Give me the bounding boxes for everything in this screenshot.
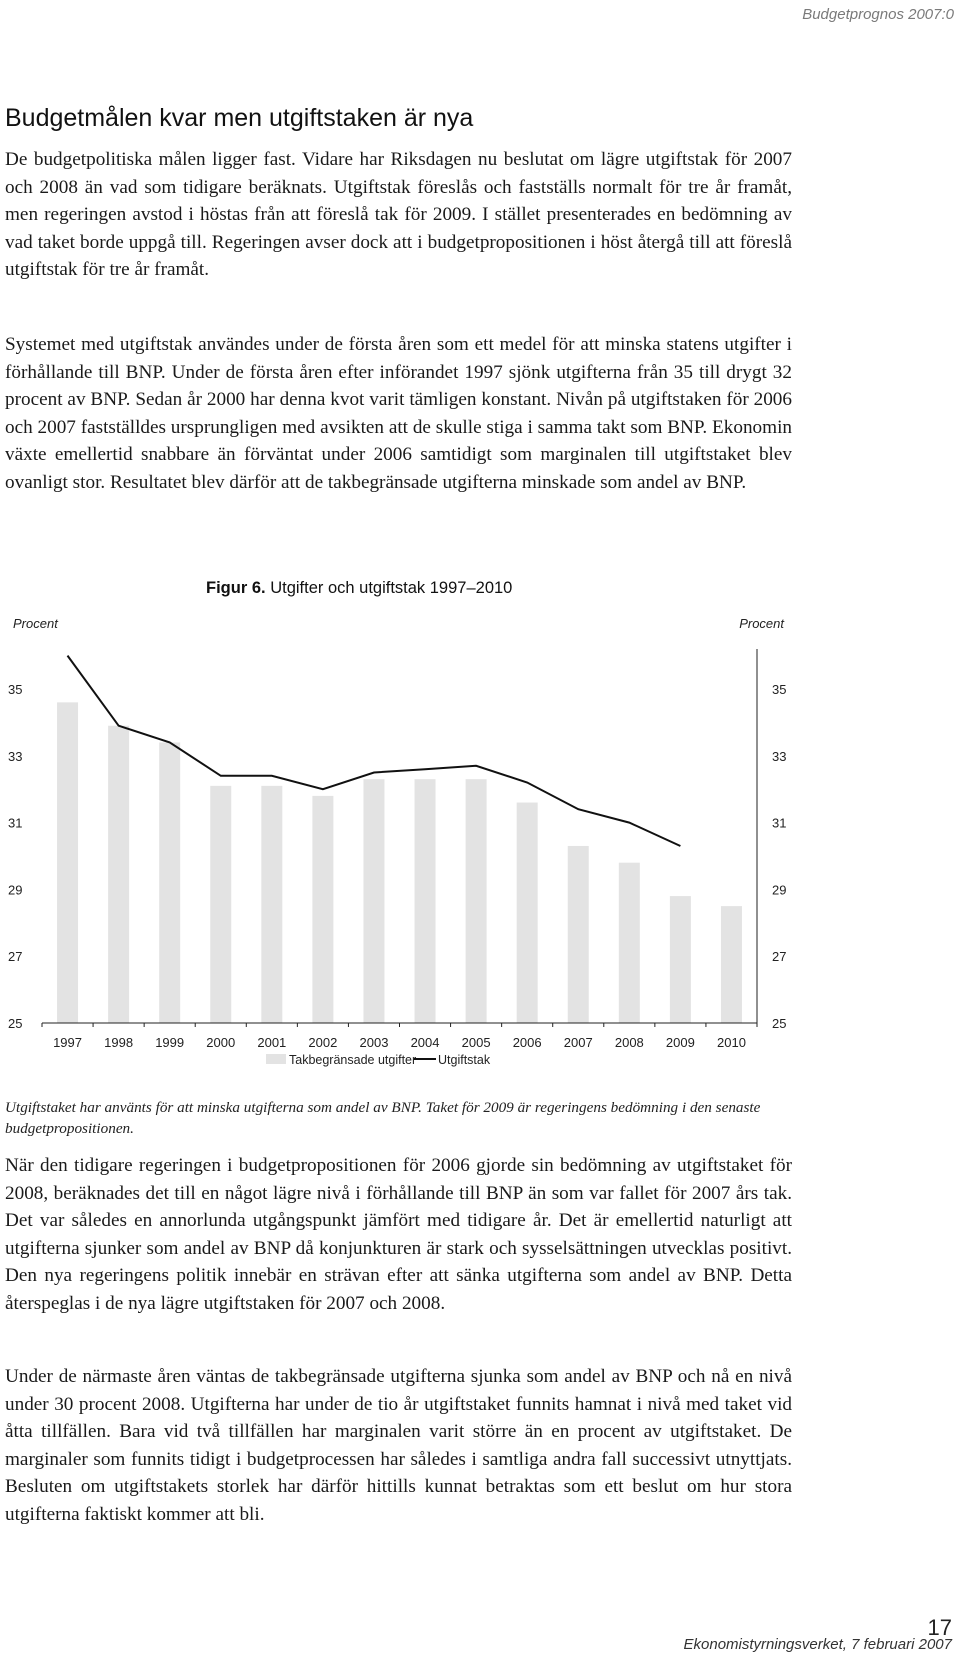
bar-takbegransade-2003 [363,779,384,1023]
figure-label: Figur 6. [206,579,266,597]
x-tick-label: 2005 [461,1035,491,1050]
paragraph-budget-goals: De budgetpolitiska målen ligger fast. Vidare har Riksdagen nu beslutat om lägre utgiftstak för 2007 och 2008 än vad som tidigare beräknats. Utgiftstak föreslås och fastställs normalt för tre år framåt, men regeringen avstod i höstas från att föreslå tak för 2009. I stället presenterades en bedömning av vad taket borde uppgå till. Regeringen avser dock att i budgetpropositionen i höst återgå till att föreslå utgiftstak för tre år framåt. [5,149,792,280]
x-tick-label: 2003 [359,1035,389,1050]
page-number: 17 [927,1615,952,1640]
x-tick-label: 2004 [410,1035,440,1050]
y-tick-left: 25 [8,1016,23,1031]
bar-takbegransade-2002 [312,796,333,1023]
y-tick-left: 29 [8,882,23,898]
x-tick-label: 2002 [308,1035,338,1050]
y-tick-right: 31 [772,815,787,831]
y-tick-right: 29 [772,882,787,898]
running-header: Budgetprognos 2007:0 [802,6,954,23]
x-tick-label: 2006 [512,1035,542,1050]
y-tick-left: 33 [8,748,23,764]
bar-takbegransade-2008 [619,863,640,1023]
x-tick-label: 2007 [563,1035,593,1050]
y-tick-left: 27 [8,949,23,965]
y-tick-right: 35 [772,682,787,697]
y-tick-left: 31 [8,815,23,831]
x-tick-label: 2000 [206,1035,236,1050]
bar-takbegransade-1997 [57,702,78,1023]
x-tick-label: 2010 [717,1035,746,1050]
bar-takbegransade-2007 [568,846,589,1023]
x-tick-label: 1998 [104,1035,134,1050]
legend-label-bars: Takbegränsade utgifter [289,1053,417,1067]
paragraph-previous-government: När den tidigare regeringen i budgetpropositionen för 2006 gjorde sin bedömning av utgiftstaket för 2008, beräknades det till en något lägre nivå i förhållande till BNP än som var fallet för 2007 års tak. Det var således en annorlunda utgångspunkt jämfört med tidigare år. Det är emellertid naturligt att utgifterna sjunker som andel av BNP då konjunkturen är stark och sysselsättningen utvecklas positivt. Den nya regeringens politik innebär en strävan efter att sänka utgifterna som andel av BNP. Detta återspeglas i de nya lägre utgiftstaken för 2007 och 2008. [5,1155,792,1314]
x-tick-label: 2001 [257,1035,287,1050]
bar-takbegransade-2000 [210,786,231,1023]
y-tick-left: 35 [8,682,23,697]
x-tick-label: 2009 [665,1035,695,1050]
bar-takbegransade-2005 [466,779,487,1023]
legend-label-line: Utgiftstak [438,1053,491,1067]
bar-takbegransade-2001 [261,786,282,1023]
x-tick-label: 2008 [614,1035,644,1050]
y-axis-label-left: Procent [13,616,58,631]
figure-6 [0,575,800,1090]
figure-caption: Utgiftstaket har använts för att minska utgifterna som andel av BNP. Taket för 2009 är regeringens bedömning i den senaste budgetpropositionen. [5,1099,761,1137]
expenditure-chart [0,575,800,1090]
x-tick-label: 1999 [155,1035,185,1050]
y-tick-right: 27 [772,949,787,965]
bar-takbegransade-2004 [415,779,436,1023]
y-tick-right: 33 [772,748,787,764]
figure-title-text: Utgifter och utgiftstak 1997–2010 [270,579,513,597]
bar-takbegransade-2009 [670,896,691,1023]
footer-publisher: Ekonomistyrningsverket, 7 februari 2007 [683,1636,952,1653]
y-tick-right: 25 [772,1016,787,1031]
paragraph-coming-years: Under de närmaste åren väntas de takbegränsade utgifterna sjunka som andel av BNP och nå en nivå under 30 procent 2008. Utgifterna har under de tio år utgiftstaket funnits hamnat i nivå med taket vid åtta tillfällen. Bara vid två tillfällen har marginalen varit större än en procent av utgiftstaket. De marginaler som funnits tidigt i budgetprocessen har således i samtliga andra fall successivt utnyttjats. Besluten om utgiftstakets storlek har därför hittills kunnat betraktas som ett beslut om hur stora utgifterna faktiskt kommer att bli. [5,1366,792,1525]
x-tick-label: 1997 [53,1035,82,1050]
bar-takbegransade-1998 [108,726,129,1023]
paragraph-expenditure-system: Systemet med utgiftstak användes under de första åren som ett medel för att minska statens utgifter i förhållande till BNP. Under de första åren efter införandet 1997 sjönk utgifterna från 35 till drygt 32 procent av BNP. Sedan år 2000 har denna kvot varit tämligen konstant. Nivån på utgiftstaken för 2006 och 2007 fastställdes ursprungligen med avsikten att de skulle stiga i samma takt som BNP. Ekonomin växte emellertid snabbare än förväntat under 2006 samtidigt som marginalen till utgiftstaket blev ovanligt stor. Resultatet blev därför att de takbegränsade utgifterna minskade som andel av BNP. [5,334,792,493]
bar-takbegransade-1999 [159,742,180,1023]
section-title: Budgetmålen kvar men utgiftstaken är nya [5,104,474,132]
y-axis-label-right: Procent [739,616,784,631]
bar-takbegransade-2006 [517,803,538,1023]
legend-swatch-bars [266,1054,286,1064]
bar-takbegransade-2010 [721,906,742,1023]
